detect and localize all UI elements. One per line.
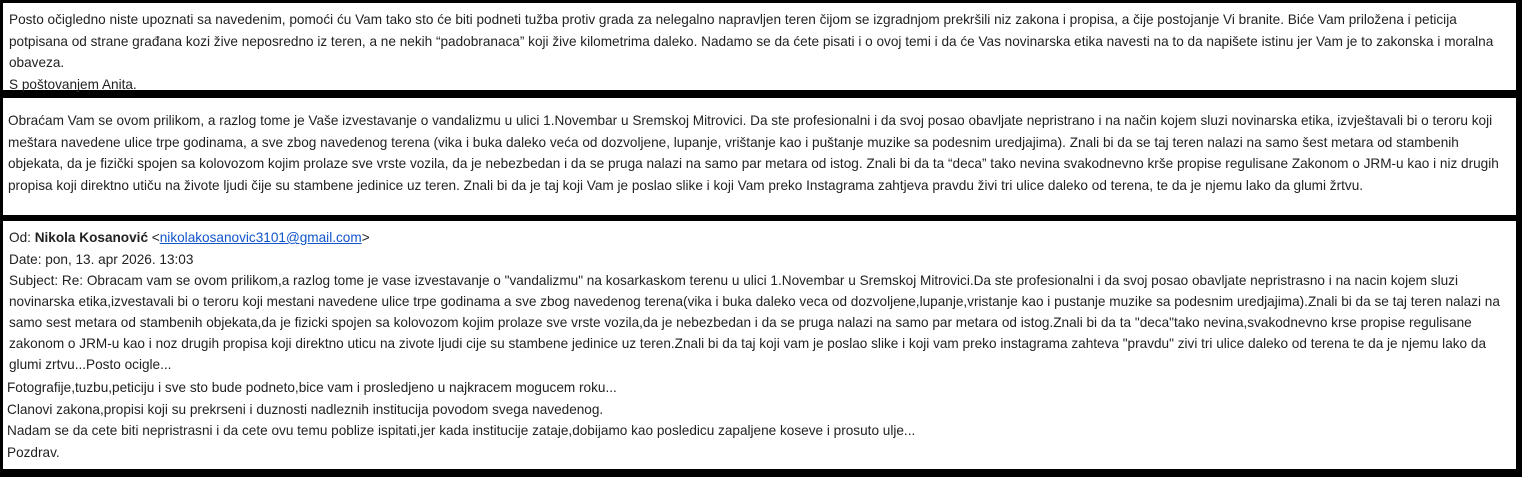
body-line-2: Clanovi zakona,propisi koji su prekrseni i duznosti nadleznih institucija povodom svega navedenog. [7,401,604,417]
subject-line: Subject: Re: Obracam vam se ovom prilikom,a razlog tome je vase izvestavanje o "vandalizmu" na kosarkaskom terenu u ulici 1.Novembar u Sremskoj Mitrovici.Da ste profesionalni i da svoj posao obavljate nepristrasno i na nacin kojem sluzi novinarska etika,izvestavali bi o teroru koji mestani navedene ulice trpe godinama a sve zbog navedenog terena(vika i buka daleko veca od dozvoljene,lupanje,vristanje kao i pustanje muzike sa podesnim uredjajima).Znali bi da se taj teren nalazi na samo sest metara od stambenih objekata,da je fizicki spojen sa kolovozom kojim prolaze sve vrste vozila,da je nebezbedan i da se pruga nalazi na samo par metara od istog.Znali bi da ta "deca"tako nevina,svakodnevno krse propise regulisane zakonom o JRM-u kao i noz drugih propisa koji direktno uticu na zivote ljudi cije su stambene jedinice uz teren.Znali bi da taj koji vam je poslao slike i koji vam preko instagrama zahteva "pravdu" zivi tri ulice daleko od terena te da je njemu lako da glumi zrtvu...Posto ocigle... [9,273,1500,372]
email-close-bracket: > [361,230,370,245]
message-body-text: Obraćam Vam se ovom prilikom, a razlog tome je Vaše izvestavanje o vandalizmu u ulici 1.Novembar u Sremskoj Mitrovici. Da ste profesionalni i da svoj posao obavljate nepristrano i na način kojem sluzi novinarska etika, izvještavali bi o teroru koji meštara navedene ulice trpe godinama, a sve zbog navedenog terena (vika i buka daleko veća od dozvoljene, lupanje, vrištanje kao i puštanje muzike sa podesnim uredjajima). Znali bi da se taj teren nalazi na samo šest metara od stambenih objekata, da je fizički spojen sa kolovozom kojim prolaze sve vrste vozila, da je nebezbedan i da se pruga nalazi na samo par metara od istog. Znali bi da ta “deca” tako nevina svakodnevno krše propise regulisane Zakonom o JRM-u kao i niz drugih propisa koji direktno utiču na živote ljudi čije su stambene jedinice uz teren. Znali bi da je taj koji Vam je poslao slike i koji Vam preko Instagrama zahtjeva pravdu živi tri ulice daleko od terena, te da je njemu lako da glumi žrtvu. [8,113,1499,193]
date-line: Date: pon, 13. apr 2026. 13:03 [9,251,194,267]
from-label: Od: [9,230,35,245]
email-open-bracket: < [148,230,160,245]
email-reply-anita [3,3,1516,90]
email-message-body [3,98,1516,215]
sender-name: Nikola Kosanović [34,230,149,245]
signature: S poštovanjem Anita. [9,76,137,92]
body-line-3: Nadam se da cete biti nepristrasni i da cete ovu temu poblize ispitati,jer kada institucije zataje,dobijamo kao posledicu zapaljene koseve i prosuto ulje... [7,423,916,438]
original-email [3,221,1516,469]
from-line [7,227,1512,249]
sender-email-link[interactable]: nikolakosanovic3101@gmail.com [159,230,362,245]
body-line-4: Pozdrav. [7,444,60,460]
reply-body-text: Posto očigledno niste upoznati sa navedenim, pomoći ću Vam tako sto će biti podneti tužba protiv grada za nelegalno napravljen teren čijom se izgradnjom prekršili niz zakona i propisa, a čije postojanje Vi branite. Biće Vam priložena i peticija potpisana od strane građana kozi žive neposredno iz teren, a ne nekih “padobranaca” koji žive kilometrima daleko. Nadamo se da ćete pisati i o ovoj temi i da će Vas novinarska etika navesti na to da napišete istinu jer Vam je to zakonska i moralna obaveza. [9,12,1494,70]
body-line-1: Fotografije,tuzbu,peticiju i sve sto bude podneto,bice vam i prosledjeno u najkracem mogucem roku... [7,380,617,395]
